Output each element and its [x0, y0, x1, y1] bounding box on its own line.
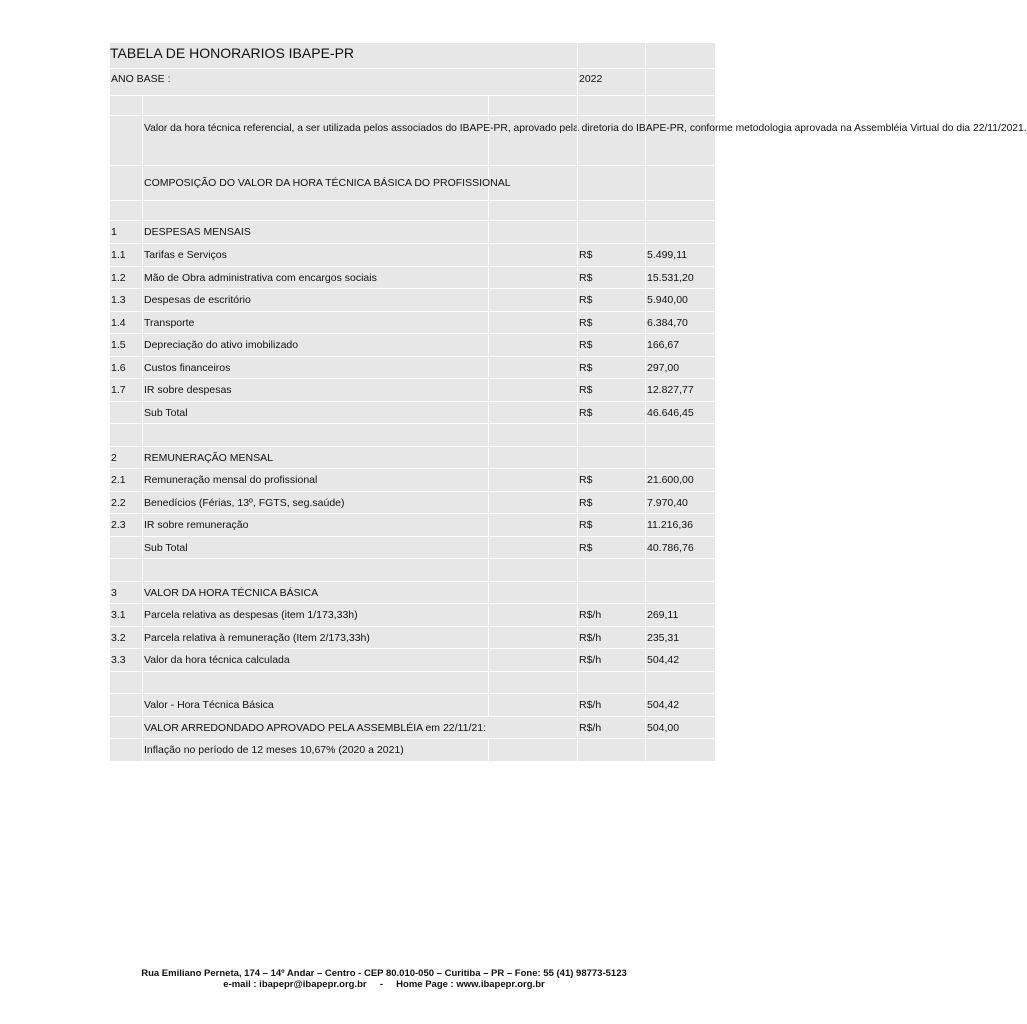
subtotal-unit: R$: [578, 402, 646, 423]
item-description: Benedícios (Férias, 13º, FGTS, seg.saúde): [143, 492, 489, 513]
table-row: [110, 357, 715, 379]
item-unit: R$/h: [578, 649, 646, 671]
empty-row: [110, 672, 715, 694]
item-number: 3.3: [110, 649, 143, 671]
item-unit: R$/h: [578, 627, 646, 648]
empty-row: [110, 96, 715, 116]
item-unit: R$: [578, 289, 646, 311]
basic-rate-value: 504,42: [647, 699, 680, 711]
table-row: [110, 514, 715, 537]
item-unit: R$: [578, 244, 646, 266]
item-unit: R$: [578, 312, 646, 333]
composition-row: [110, 166, 715, 201]
item-number: 3.2: [110, 627, 143, 648]
intro-text: Valor da hora técnica referencial, a ser utilizada pelos associados do IBAPE-PR, aprovado pela diretoria do IBAPE-PR, conforme metodologia aprovada na Assembléia Virtual do dia 22/11/2021.: [143, 116, 489, 165]
item-number: 2.3: [110, 514, 143, 536]
item-description: Depreciação do ativo imobilizado: [143, 334, 489, 356]
item-value: 269,11: [647, 609, 679, 621]
fee-table: [110, 43, 1027, 762]
item-unit: R$: [578, 267, 646, 288]
table-row: [110, 649, 715, 672]
item-description: Remuneração mensal do profissional: [143, 469, 489, 491]
table-row: [110, 604, 715, 627]
item-description: Valor da hora técnica calculada: [143, 649, 489, 671]
basic-rate-unit: R$/h: [578, 694, 646, 716]
rounded-rate-unit: R$/h: [578, 717, 646, 738]
item-unit: R$/h: [578, 604, 646, 626]
section-header-row: [110, 447, 715, 469]
page-footer: [0, 968, 768, 990]
item-number: 2.2: [110, 492, 143, 513]
inflation-row: [110, 739, 715, 762]
footer-contact: e-mail : ibapepr@ibapepr.org.br - Home Page : www.ibapepr.org.br: [223, 979, 545, 990]
rounded-rate-value: 504,00: [647, 722, 680, 734]
section-number: 2: [110, 447, 143, 468]
basic-rate-row: [110, 694, 715, 717]
item-description: Parcela relativa à remuneração (Item 2/173,33h): [143, 627, 489, 648]
item-value: 235,31: [647, 632, 680, 644]
item-unit: R$: [578, 492, 646, 513]
table-row: [110, 267, 715, 289]
item-description: Despesas de escritório: [143, 289, 489, 311]
table-row: [110, 469, 715, 492]
section-title: VALOR DA HORA TÉCNICA BÁSICA: [143, 582, 489, 603]
item-number: 1.6: [110, 357, 143, 378]
item-number: 1.3: [110, 289, 143, 311]
footer-address: Rua Emiliano Perneta, 174 – 14º Andar – Centro - CEP 80.010-050 – Curitiba – PR – Fone: 55 (41) 98773-5123: [141, 968, 627, 979]
item-value: 5.499,11: [647, 249, 688, 261]
item-unit: R$: [578, 357, 646, 378]
item-value: 7.970,40: [647, 497, 688, 509]
item-unit: R$: [578, 469, 646, 491]
item-description: IR sobre despesas: [143, 379, 489, 401]
year-value: 2022: [578, 69, 646, 95]
intro-row: [110, 116, 1027, 166]
empty-row: [110, 559, 715, 582]
item-number: 3.1: [110, 604, 143, 626]
item-description: IR sobre remuneração: [143, 514, 489, 536]
item-number: 1.1: [110, 244, 143, 266]
item-value: 504,42: [647, 654, 680, 666]
table-row: [110, 492, 715, 514]
composition-heading: COMPOSIÇÃO DO VALOR DA HORA TÉCNICA BÁSICA DO PROFISSIONAL: [143, 166, 489, 200]
document-title: TABELA DE HONORARIOS IBAPE-PR: [110, 43, 578, 68]
empty-row: [110, 424, 715, 447]
table-row: [110, 627, 715, 649]
section-header-row: [110, 221, 715, 244]
item-value: 21.600,00: [647, 474, 694, 486]
item-number: 1.4: [110, 312, 143, 333]
section-title: DESPESAS MENSAIS: [143, 221, 489, 243]
year-row: [110, 69, 715, 96]
item-unit: R$: [578, 334, 646, 356]
item-number: 1.7: [110, 379, 143, 401]
item-value: 5.940,00: [647, 294, 688, 306]
item-number: 1.5: [110, 334, 143, 356]
title-row: [110, 43, 715, 69]
year-label: ANO BASE :: [110, 69, 578, 95]
item-value: 166,67: [647, 339, 680, 351]
item-value: 6.384,70: [647, 317, 688, 329]
subtotal-value: 40.786,76: [647, 542, 694, 554]
item-value: 15.531,20: [647, 272, 694, 284]
item-number: 2.1: [110, 469, 143, 491]
item-description: Transporte: [143, 312, 489, 333]
section-title: REMUNERAÇÃO MENSAL: [143, 447, 489, 468]
subtotal-unit: R$: [578, 537, 646, 558]
item-unit: R$: [578, 379, 646, 401]
item-description: Parcela relativa as despesas (item 1/173,33h): [143, 604, 489, 626]
item-unit: R$: [578, 514, 646, 536]
section-header-row: [110, 582, 715, 604]
subtotal-label: Sub Total: [143, 537, 489, 558]
subtotal-label: Sub Total: [143, 402, 489, 423]
empty-row: [110, 201, 715, 221]
item-value: 11.216,36: [647, 519, 693, 531]
item-description: Mão de Obra administrativa com encargos sociais: [143, 267, 489, 288]
subtotal-row: [110, 402, 715, 424]
inflation-note: Inflação no período de 12 meses 10,67% (2020 a 2021): [143, 739, 489, 761]
item-value: 297,00: [647, 362, 680, 374]
section-number: 1: [110, 221, 143, 243]
subtotal-value: 46.646,45: [647, 407, 694, 419]
item-description: Custos financeiros: [143, 357, 489, 378]
rounded-rate-label: VALOR ARREDONDADO APROVADO PELA ASSEMBLÉIA em 22/11/21:: [143, 717, 578, 738]
item-number: 1.2: [110, 267, 143, 288]
item-value: 12.827,77: [647, 384, 694, 396]
subtotal-row: [110, 537, 715, 559]
section-number: 3: [110, 582, 143, 603]
basic-rate-label: Valor - Hora Técnica Básica: [143, 694, 489, 716]
rounded-rate-row: [110, 717, 715, 739]
table-row: [110, 244, 715, 267]
item-description: Tarifas e Serviços: [143, 244, 489, 266]
table-row: [110, 312, 715, 334]
table-row: [110, 334, 715, 357]
table-row: [110, 379, 715, 402]
table-row: [110, 289, 715, 312]
